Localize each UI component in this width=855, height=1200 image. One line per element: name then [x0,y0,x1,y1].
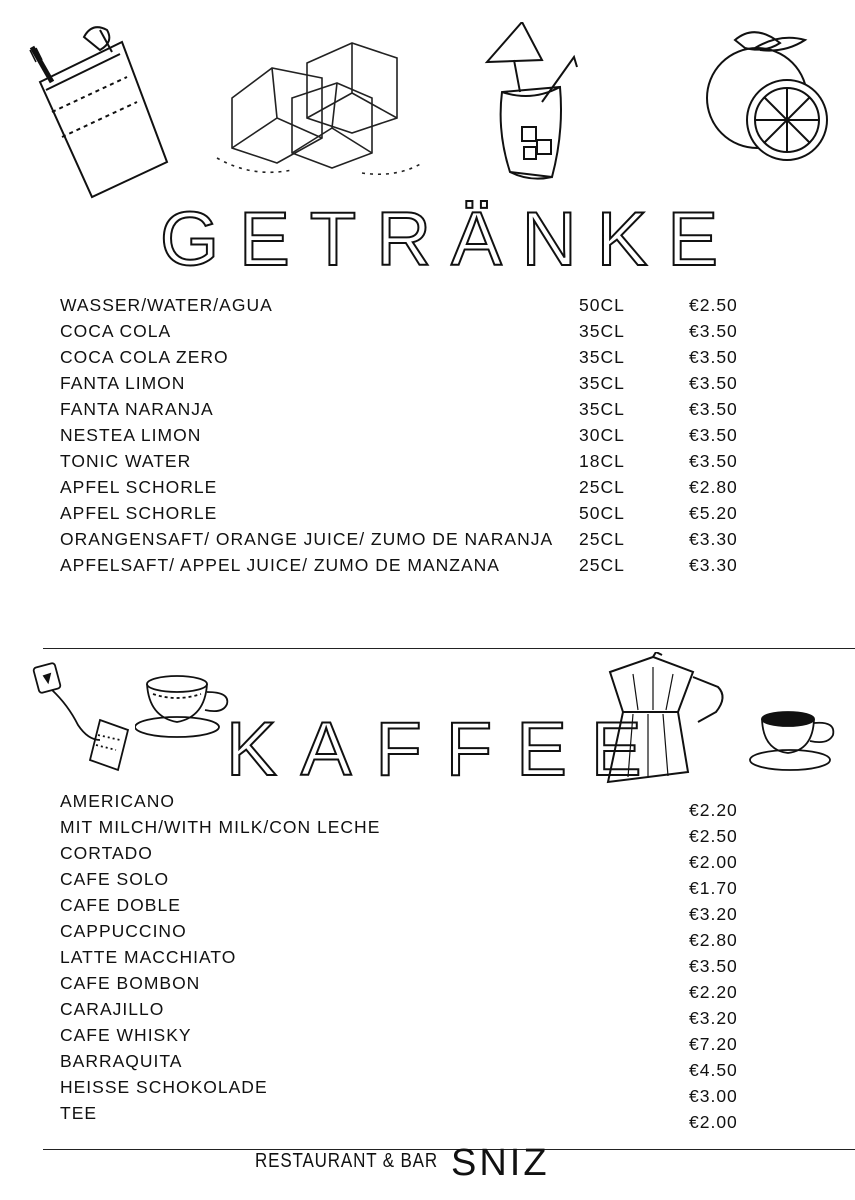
item-name: APFEL SCHORLE [60,503,218,523]
item-name: TONIC WATER [60,451,192,471]
item-price: €3.30 [689,529,738,549]
item-name: ORANGENSAFT/ ORANGE JUICE/ ZUMO DE NARANJA [60,529,554,549]
item-price: €3.50 [689,425,738,445]
item-price: €4.50 [689,1060,738,1080]
tea-cup-icon [135,672,235,747]
item-size: 35CL [579,399,625,419]
item-price: €2.20 [689,800,738,820]
item-price: €3.50 [689,347,738,367]
list-item [0,347,855,373]
item-size: 35CL [579,347,625,367]
item-price: €1.70 [689,878,738,898]
list-item [0,451,855,477]
item-name: CAPPUCCINO [60,921,187,941]
item-name: FANTA LIMON [60,373,186,393]
item-price: €2.80 [689,930,738,950]
item-price: €3.50 [689,956,738,976]
espresso-cup-icon [748,705,843,775]
item-price: €2.80 [689,477,738,497]
list-item [0,555,855,581]
item-name: MIT MILCH/WITH MILK/CON LECHE [60,817,381,837]
item-name: CAFE BOMBON [60,973,201,993]
item-size: 50CL [579,503,625,523]
item-name: APFELSAFT/ APPEL JUICE/ ZUMO DE MANZANA [60,555,500,575]
item-size: 30CL [579,425,625,445]
item-name: CAFE DOBLE [60,895,181,915]
item-size: 25CL [579,555,625,575]
item-name: BARRAQUITA [60,1051,183,1071]
item-price: €7.20 [689,1034,738,1054]
item-price: €3.20 [689,1008,738,1028]
cocktail-glass-icon [482,22,582,187]
list-item [0,529,855,555]
item-name: HEISSE SCHOKOLADE [60,1077,268,1097]
list-item [0,399,855,425]
item-price: €3.30 [689,555,738,575]
item-size: 35CL [579,321,625,341]
item-name: APFEL SCHORLE [60,477,218,497]
item-price: €3.50 [689,399,738,419]
item-name: AMERICANO [60,791,175,811]
section-title-kaffee: KAFFEE [226,707,666,792]
item-name: NESTEA LIMON [60,425,202,445]
item-price: €3.50 [689,321,738,341]
brand-logo: SNIZ [451,1142,550,1184]
item-price: €2.00 [689,1112,738,1132]
item-size: 50CL [579,295,625,315]
item-name: CORTADO [60,843,153,863]
item-size: 25CL [579,529,625,549]
section-title-getraenke: GETRÄNKE [160,197,739,282]
item-name: CAFE SOLO [60,869,170,889]
list-item [0,373,855,399]
item-price: €3.50 [689,451,738,471]
item-price: €3.50 [689,373,738,393]
ice-cubes-icon [212,38,427,183]
item-price: €5.20 [689,503,738,523]
item-size: 25CL [579,477,625,497]
item-price: €2.50 [689,826,738,846]
item-name: TEE [60,1103,98,1123]
item-name: COCA COLA ZERO [60,347,229,367]
list-item [0,295,855,321]
item-price: €2.20 [689,982,738,1002]
orange-icon [705,28,835,168]
item-size: 35CL [579,373,625,393]
list-item [0,477,855,503]
tea-bag-icon [28,660,138,775]
footer [255,1142,550,1184]
item-price: €3.00 [689,1086,738,1106]
item-price: €2.50 [689,295,738,315]
item-name: WASSER/WATER/AGUA [60,295,273,315]
item-name: CAFE WHISKY [60,1025,192,1045]
item-name: LATTE MACCHIATO [60,947,237,967]
item-price: €3.20 [689,904,738,924]
item-size: 18CL [579,451,625,471]
list-item [0,503,855,529]
item-name: CARAJILLO [60,999,165,1019]
item-price: €2.00 [689,852,738,872]
moka-pot-icon [598,652,738,787]
item-name: FANTA NARANJA [60,399,214,419]
list-item [0,425,855,451]
footer-restaurant-label: RESTAURANT & BAR [255,1150,439,1172]
list-item [0,321,855,347]
section-divider [43,648,855,649]
item-name: COCA COLA [60,321,172,341]
iced-drink-icon [22,22,172,207]
